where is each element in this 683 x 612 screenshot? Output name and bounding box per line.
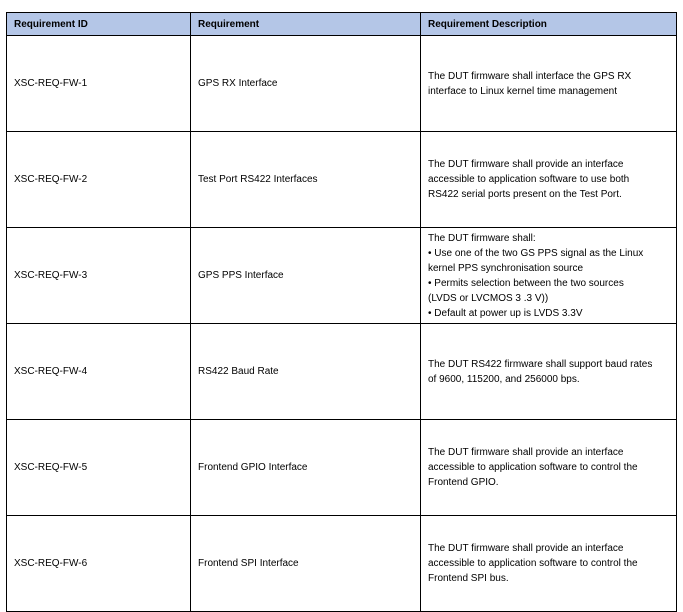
requirement-description-cell xyxy=(421,228,677,324)
description-line: of 9600, 115200, and 256000 bps. xyxy=(428,373,580,385)
description-line: The DUT firmware shall interface the GPS RX xyxy=(428,70,632,82)
description-line: (LVDS or LVCMOS 3 .3 V)) xyxy=(428,292,549,304)
description-line: The DUT firmware shall provide an interface xyxy=(428,543,624,554)
table-row xyxy=(7,324,677,420)
requirement-id-cell: XSC-REQ-FW-3 xyxy=(7,228,191,324)
requirement-cell: Frontend SPI Interface xyxy=(191,516,421,612)
description-line: The DUT RS422 firmware shall support baud rates xyxy=(428,358,653,370)
table-row xyxy=(7,36,677,132)
requirement-id-cell: XSC-REQ-FW-4 xyxy=(7,324,191,420)
description-line: The DUT firmware shall: xyxy=(428,232,536,244)
requirement-cell: GPS PPS Interface xyxy=(191,228,421,324)
description-line: Frontend GPIO. xyxy=(428,477,499,488)
requirement-cell: Test Port RS422 Interfaces xyxy=(191,132,421,228)
table-row xyxy=(7,228,677,324)
table-row xyxy=(7,132,677,228)
description-line: • Permits selection between the two sources xyxy=(428,277,624,289)
description-line: accessible to application software to control the xyxy=(428,558,638,569)
table-row xyxy=(7,420,677,516)
requirement-cell: Frontend GPIO Interface xyxy=(191,420,421,516)
requirement-cell: RS422 Baud Rate xyxy=(191,324,421,420)
description-line: Frontend SPI bus. xyxy=(428,573,509,584)
requirement-description-cell xyxy=(421,132,677,228)
description-line: accessible to application software to use both xyxy=(428,174,630,185)
requirement-id-cell: XSC-REQ-FW-6 xyxy=(7,516,191,612)
requirement-id-cell: XSC-REQ-FW-5 xyxy=(7,420,191,516)
description-line: interface to Linux kernel time management xyxy=(428,85,617,97)
requirement-id-cell: XSC-REQ-FW-1 xyxy=(7,36,191,132)
description-line: accessible to application software to control the xyxy=(428,462,638,473)
description-line: RS422 serial ports present on the Test Port. xyxy=(428,189,622,200)
header-requirement-id: Requirement ID xyxy=(7,13,191,36)
table-row xyxy=(7,516,677,612)
header-requirement-description: Requirement Description xyxy=(421,13,677,36)
requirement-description-cell xyxy=(421,420,677,516)
header-requirement: Requirement xyxy=(191,13,421,36)
description-line: kernel PPS synchronisation source xyxy=(428,262,584,274)
description-line: The DUT firmware shall provide an interface xyxy=(428,447,624,458)
requirement-cell: GPS RX Interface xyxy=(191,36,421,132)
table-header-row xyxy=(7,13,677,36)
requirement-description-cell xyxy=(421,36,677,132)
requirement-description-cell xyxy=(421,516,677,612)
requirement-id-cell: XSC-REQ-FW-2 xyxy=(7,132,191,228)
description-line: • Use one of the two GS PPS signal as the Linux xyxy=(428,247,644,259)
requirement-description-cell xyxy=(421,324,677,420)
description-line: • Default at power up is LVDS 3.3V xyxy=(428,307,583,319)
requirements-table xyxy=(6,12,677,612)
description-line: The DUT firmware shall provide an interface xyxy=(428,159,624,170)
